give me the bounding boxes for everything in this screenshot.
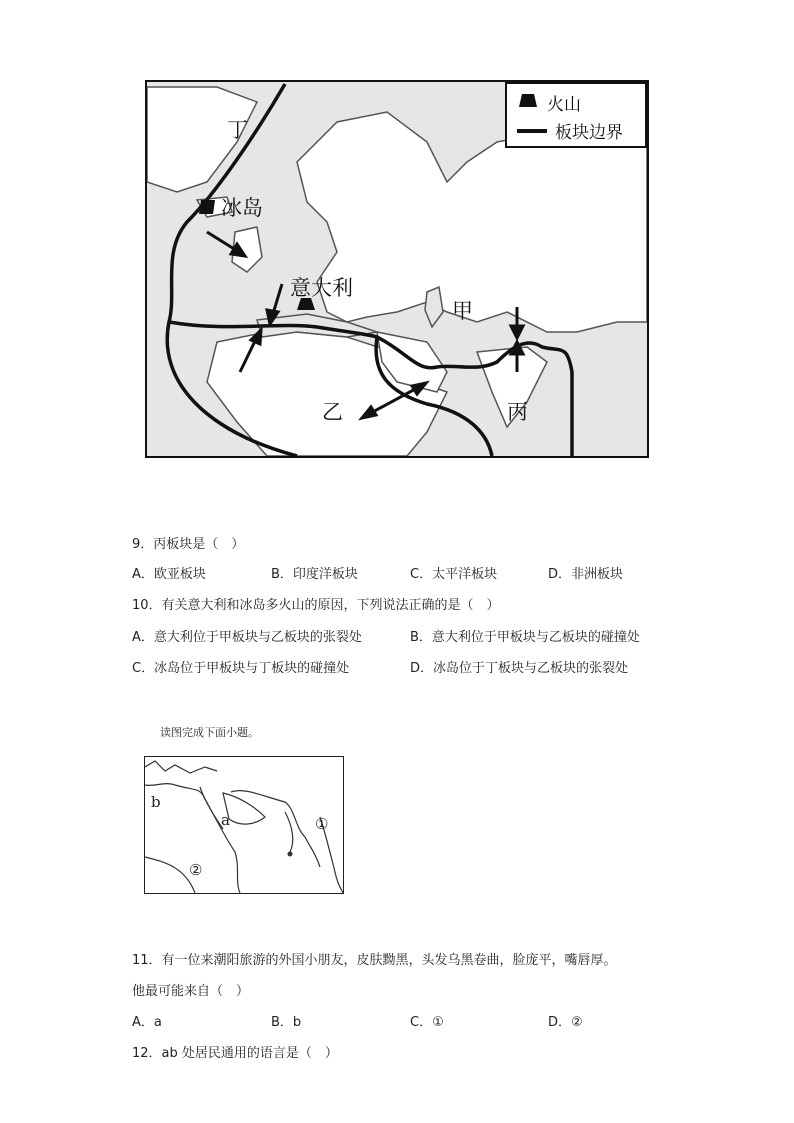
q9-option-a: A．欧亚板块 <box>132 567 206 582</box>
q11-option-c: C．① <box>410 1015 444 1030</box>
q11-option-a: A．a <box>132 1015 162 1030</box>
legend-boundary-label: 板块边界 <box>555 123 623 143</box>
label-yi: 乙 <box>322 400 343 424</box>
coast-india <box>285 812 293 852</box>
label-a: a <box>221 811 230 829</box>
map-legend <box>505 82 647 148</box>
sri-lanka-island <box>288 852 293 857</box>
q11-option-b: B．b <box>271 1015 302 1030</box>
q9-option-d: D．非洲板块 <box>548 567 624 582</box>
intro-text: 读图完成下面小题。 <box>160 726 259 739</box>
label-iceland: 冰岛 <box>221 196 263 220</box>
q10-option-a: A．意大利位于甲板块与乙板块的张裂处 <box>132 630 362 645</box>
q9-option-b: B．印度洋板块 <box>271 567 358 582</box>
label-ding: 丁 <box>227 118 248 142</box>
label-circle2: ② <box>189 861 203 879</box>
q11-stem-line2: 他最可能来自（ ） <box>132 984 250 999</box>
q11-stem-line1: 11．有一位来潮阳旅游的外国小朋友，皮肤黝黑，头发乌黑卷曲，脸庞平，嘴唇厚。 <box>132 953 617 968</box>
legend-volcano-label: 火山 <box>547 95 581 115</box>
region-map <box>144 756 344 894</box>
q9-stem: 9．丙板块是（ ） <box>132 537 245 552</box>
caspian-sea <box>425 287 443 327</box>
volcano-iceland-icon <box>199 200 215 214</box>
q9-option-c: C．太平洋板块 <box>410 567 498 582</box>
coast-red-sea <box>200 787 223 829</box>
coast-asia <box>231 791 320 867</box>
coast-africa-south <box>145 857 195 893</box>
label-bing: 丙 <box>507 400 528 424</box>
label-jia: 甲 <box>452 299 473 323</box>
label-circle1: ① <box>315 815 329 833</box>
legend-volcano-row <box>517 90 581 115</box>
legend-boundary-row <box>517 118 623 143</box>
volcano-legend-icon <box>517 92 539 113</box>
coast-mediterranean <box>145 761 217 773</box>
label-italy: 意大利 <box>290 276 353 300</box>
q11-option-d: D．② <box>548 1015 583 1030</box>
plate-map <box>145 80 649 458</box>
boundary-legend-icon <box>517 121 547 141</box>
label-b: b <box>151 793 161 811</box>
q10-option-b: B．意大利位于甲板块与乙板块的碰撞处 <box>410 630 640 645</box>
q12-stem: 12．ab 处居民通用的语言是（ ） <box>132 1046 338 1061</box>
q10-option-c: C．冰岛位于甲板块与丁板块的碰撞处 <box>132 661 350 676</box>
q10-option-d: D．冰岛位于丁板块与乙板块的张裂处 <box>410 661 629 676</box>
q10-stem: 10．有关意大利和冰岛多火山的原因，下列说法正确的是（ ） <box>132 598 500 613</box>
